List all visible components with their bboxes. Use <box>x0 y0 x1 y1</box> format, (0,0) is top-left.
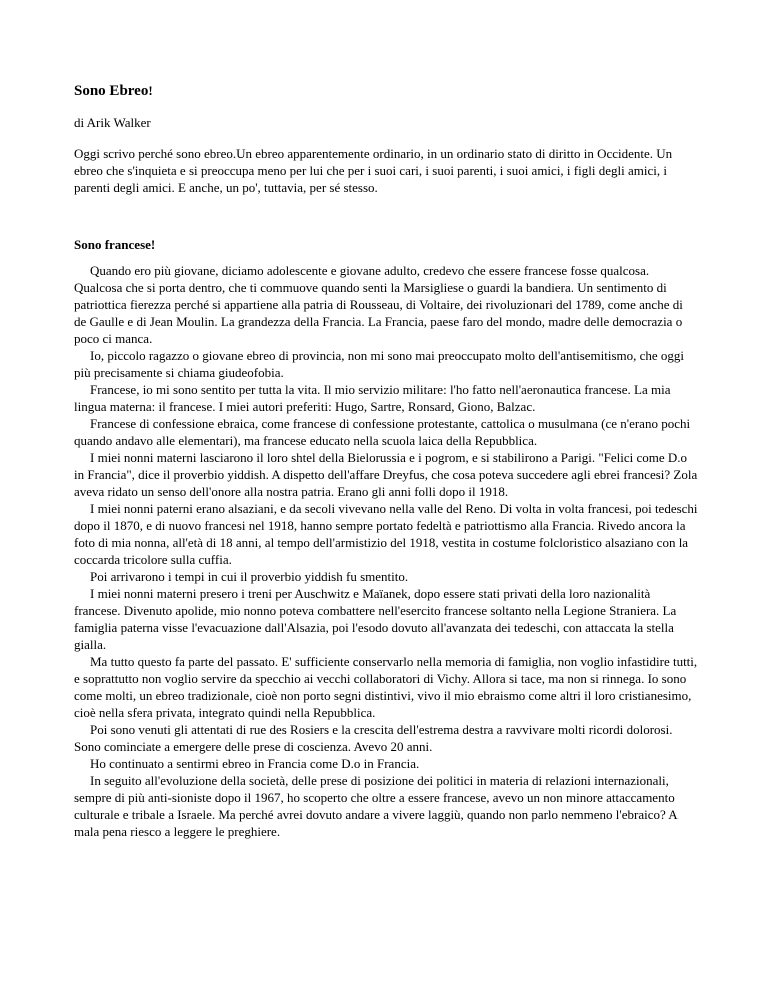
paragraph: Ma tutto questo fa parte del passato. E' sufficiente conservarlo nella memoria di famiglia, non voglio infastidire tutti, e soprattutto non voglio servire da specchio ai vecchi collaboratori di Vichy. Allora si tace, ma non si rinnega. Io sono come molti, un ebreo tradizionale, cioè non porto segni distintivi, vivo il mio ebraismo come altri il loro cristianesimo, cioè nella sfera privata, integrato quindi nella Repubblica. <box>74 654 698 720</box>
section-body <box>74 262 698 840</box>
paragraph: In seguito all'evoluzione della società, delle prese di posizione dei politici in materia di relazioni internazionali, sempre di più anti-sioniste dopo il 1967, ho scoperto che oltre a essere francese, avevo un non minore attaccamento culturale e tribale a Israele. Ma perché avrei dovuto andare a vivere laggiù, quando non parlo nemmeno l'ebraico? A mala pena riesco a leggere le preghiere. <box>74 773 677 839</box>
paragraph: Quando ero più giovane, diciamo adolescente e giovane adulto, credevo che essere francese fosse qualcosa. Qualcosa che si porta dentro, che ti commuove quando senti la Marsigliese o guardi la bandiera. Un sentimento di patriottica fierezza perché si appartiene alla patria di Rousseau, di Voltaire, dei rivoluzionari del 1789, come anche di de Gaulle e di Jean Moulin. La grandezza della Francia. La Francia, paese faro del mondo, madre delle democrazia o poco ci manca. <box>74 263 683 346</box>
document-title-text: Sono Ebreo <box>74 83 149 99</box>
paragraph: Francese di confessione ebraica, come francese di confessione protestante, cattolica o musulmana (ce n'erano pochi quando andavo alle elementari), ma francese educato nella scuola laica della Repubblica. <box>74 416 691 448</box>
document-title <box>74 82 698 100</box>
paragraph: Poi sono venuti gli attentati di rue des Rosiers e la crescita dell'estrema destra a ravvivare molti ricordi dolorosi. Sono cominciate a emergere delle prese di coscienza. Avevo 20 anni. <box>74 722 673 754</box>
paragraph: I miei nonni materni presero i treni per Auschwitz e Maïanek, dopo essere stati privati della loro nazionalità francese. Divenuto apolide, mio nonno poteva combattere nell'esercito francese soltanto nella Legione Straniera. La famiglia paterna visse l'evacuazione dall'Alsazia, poi l'esodo dovuto all'avanzata dei tedeschi, con attaccata la stella gialla. <box>74 586 677 652</box>
intro-paragraph: Oggi scrivo perché sono ebreo.Un ebreo apparentemente ordinario, in un ordinario stato di diritto in Occidente. Un ebreo che s'inquieta e si preoccupa meno per lui che per i suoi cari, i suoi parenti, i suoi amici, i figli degli amici, i parenti degli amici. E anche, un po', tuttavia, per sé stesso. <box>74 146 673 195</box>
author-line: di Arik Walker <box>74 115 151 130</box>
document-title-mark: ! <box>148 83 153 98</box>
document-page <box>74 82 698 840</box>
paragraph: Poi arrivarono i tempi in cui il proverbio yiddish fu smentito. <box>90 569 409 584</box>
paragraph: Francese, io mi sono sentito per tutta la vita. Il mio servizio militare: l'ho fatto nell'aeronautica francese. La mia lingua materna: il francese. I miei autori preferiti: Hugo, Sartre, Ronsard, Giono, Balzac. <box>74 382 671 414</box>
paragraph: Io, piccolo ragazzo o giovane ebreo di provincia, non mi sono mai preoccupato molto dell'antisemitismo, che oggi più precisamente si chiama giudeofobia. <box>74 348 685 380</box>
paragraph: I miei nonni paterni erano alsaziani, e da secoli vivevano nella valle del Reno. Di volta in volta francesi, poi tedeschi dopo il 1870, e di nuovo francesi nel 1918, hanno sempre portato fedeltà e patriottismo alla Francia. Rivedo ancora la foto di mia nonna, all'età di 18 anni, al tempo dell'armistizio del 1918, vestita in costume folcloristico alsaziano con la coccarda tricolore sulla cuffia. <box>74 501 698 567</box>
paragraph: Ho continuato a sentirmi ebreo in Francia come D.o in Francia. <box>90 756 420 771</box>
section-title: Sono francese! <box>74 237 156 252</box>
paragraph: I miei nonni materni lasciarono il loro shtel della Bielorussia e i pogrom, e si stabilirono a Parigi. "Felici come D.o in Francia", dice il proverbio yiddish. A dispetto dell'affare Dreyfus, che cosa poteva succedere agli ebrei francesi? Zola aveva ridato un senso dell'onore alla nostra patria. Erano gli anni folli dopo il 1918. <box>74 450 698 499</box>
